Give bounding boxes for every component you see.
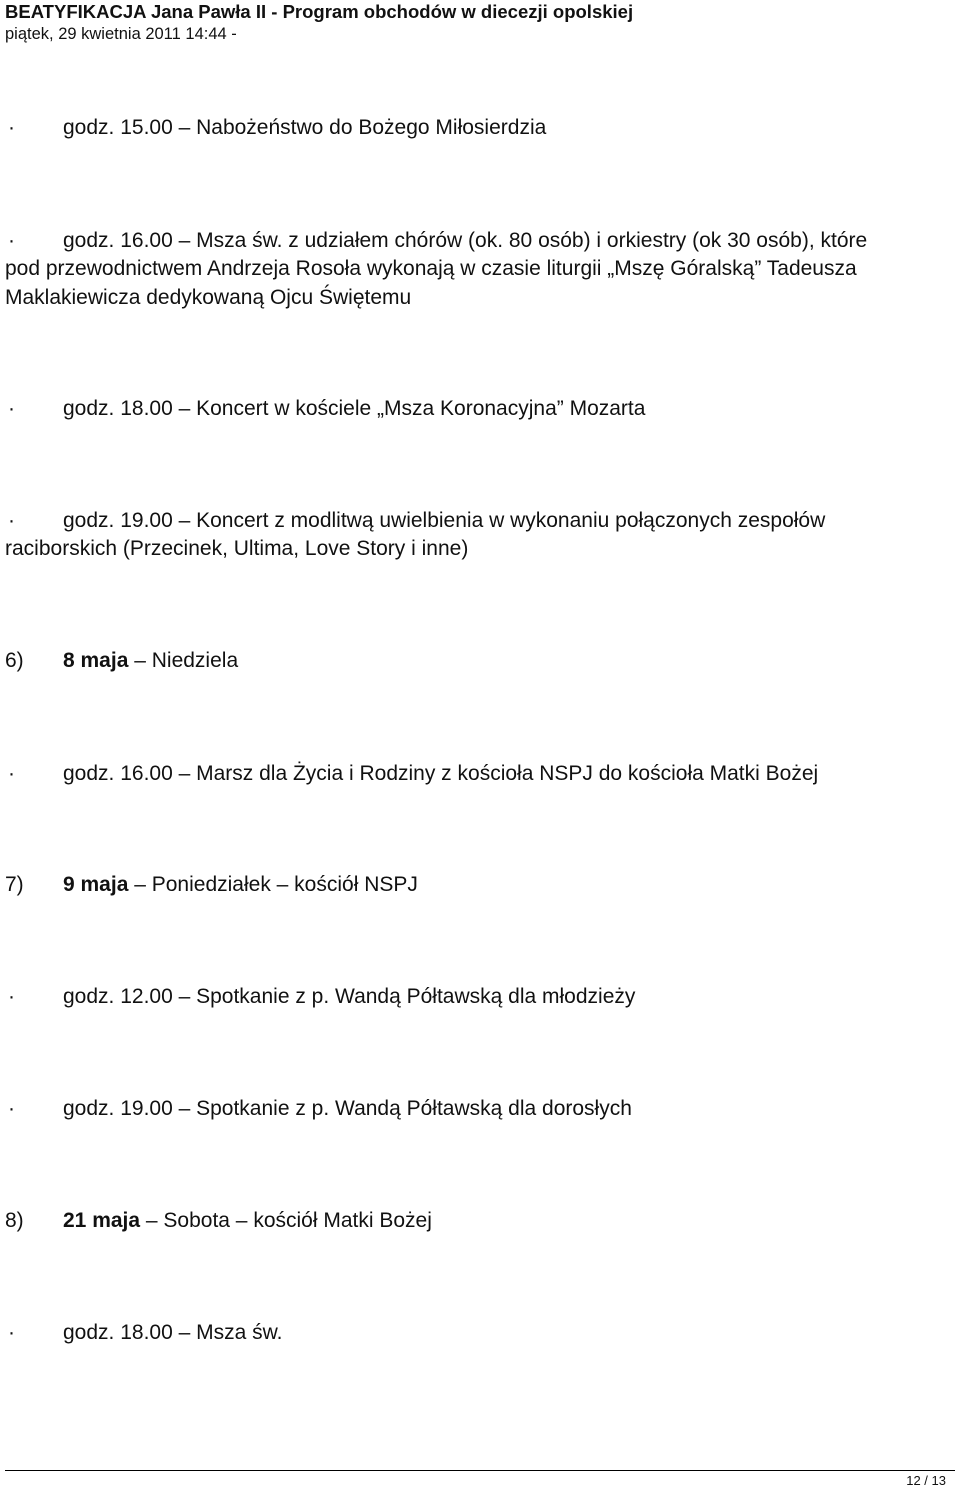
bullet: · (8, 397, 15, 420)
schedule-item: godz. 19.00 – Spotkanie z p. Wandą Półtawską dla dorosłych (63, 1097, 632, 1120)
day-label: – Poniedziałek – kościół NSPJ (128, 873, 418, 896)
day-label: – Sobota – kościół Matki Bożej (140, 1209, 432, 1232)
schedule-item: godz. 18.00 – Koncert w kościele „Msza Koronacyjna” Mozarta (63, 397, 646, 420)
bullet: · (8, 229, 15, 252)
schedule-item: godz. 19.00 – Koncert z modlitwą uwielbienia w wykonaniu połączonych zespołów (63, 509, 826, 532)
day-number: 7) (5, 873, 24, 896)
document-date: piątek, 29 kwietnia 2011 14:44 - (5, 25, 237, 43)
document-title: BEATYFIKACJA Jana Pawła II - Program obchodów w diecezji opolskiej (5, 1, 634, 22)
schedule-item: godz. 16.00 – Msza św. z udziałem chórów (ok. 80 osób) i orkiestry (ok 30 osób), które (63, 229, 868, 252)
footer-divider (5, 1470, 955, 1471)
bullet: · (8, 509, 15, 532)
day-number: 8) (5, 1209, 24, 1232)
schedule-item: godz. 18.00 – Msza św. (63, 1321, 283, 1344)
bullet: · (8, 116, 15, 139)
day-label: – Niedziela (128, 649, 239, 672)
schedule-item-continuation: pod przewodnictwem Andrzeja Rosoła wykonają w czasie liturgii „Mszę Góralską” Tadeusza Maklakiewicza dedykowaną Ojcu Świętemu (5, 257, 857, 309)
page-number: 12 / 13 (906, 1473, 946, 1488)
schedule-item-continuation: raciborskich (Przecinek, Ultima, Love Story i inne) (5, 537, 469, 560)
bullet: · (8, 762, 15, 785)
schedule-item: godz. 12.00 – Spotkanie z p. Wandą Półtawską dla młodzieży (63, 985, 636, 1008)
day-number: 6) (5, 649, 24, 672)
day-heading (63, 646, 238, 675)
day-date: 8 maja (63, 649, 129, 672)
bullet: · (8, 1321, 15, 1344)
schedule-item: godz. 16.00 – Marsz dla Życia i Rodziny z kościoła NSPJ do kościoła Matki Bożej (63, 762, 819, 785)
day-heading (63, 870, 418, 899)
day-date: 21 maja (63, 1209, 141, 1232)
day-heading (63, 1206, 432, 1235)
bullet: · (8, 985, 15, 1008)
bullet: · (8, 1097, 15, 1120)
day-date: 9 maja (63, 873, 129, 896)
schedule-item: godz. 15.00 – Nabożeństwo do Bożego Miłosierdzia (63, 116, 547, 139)
